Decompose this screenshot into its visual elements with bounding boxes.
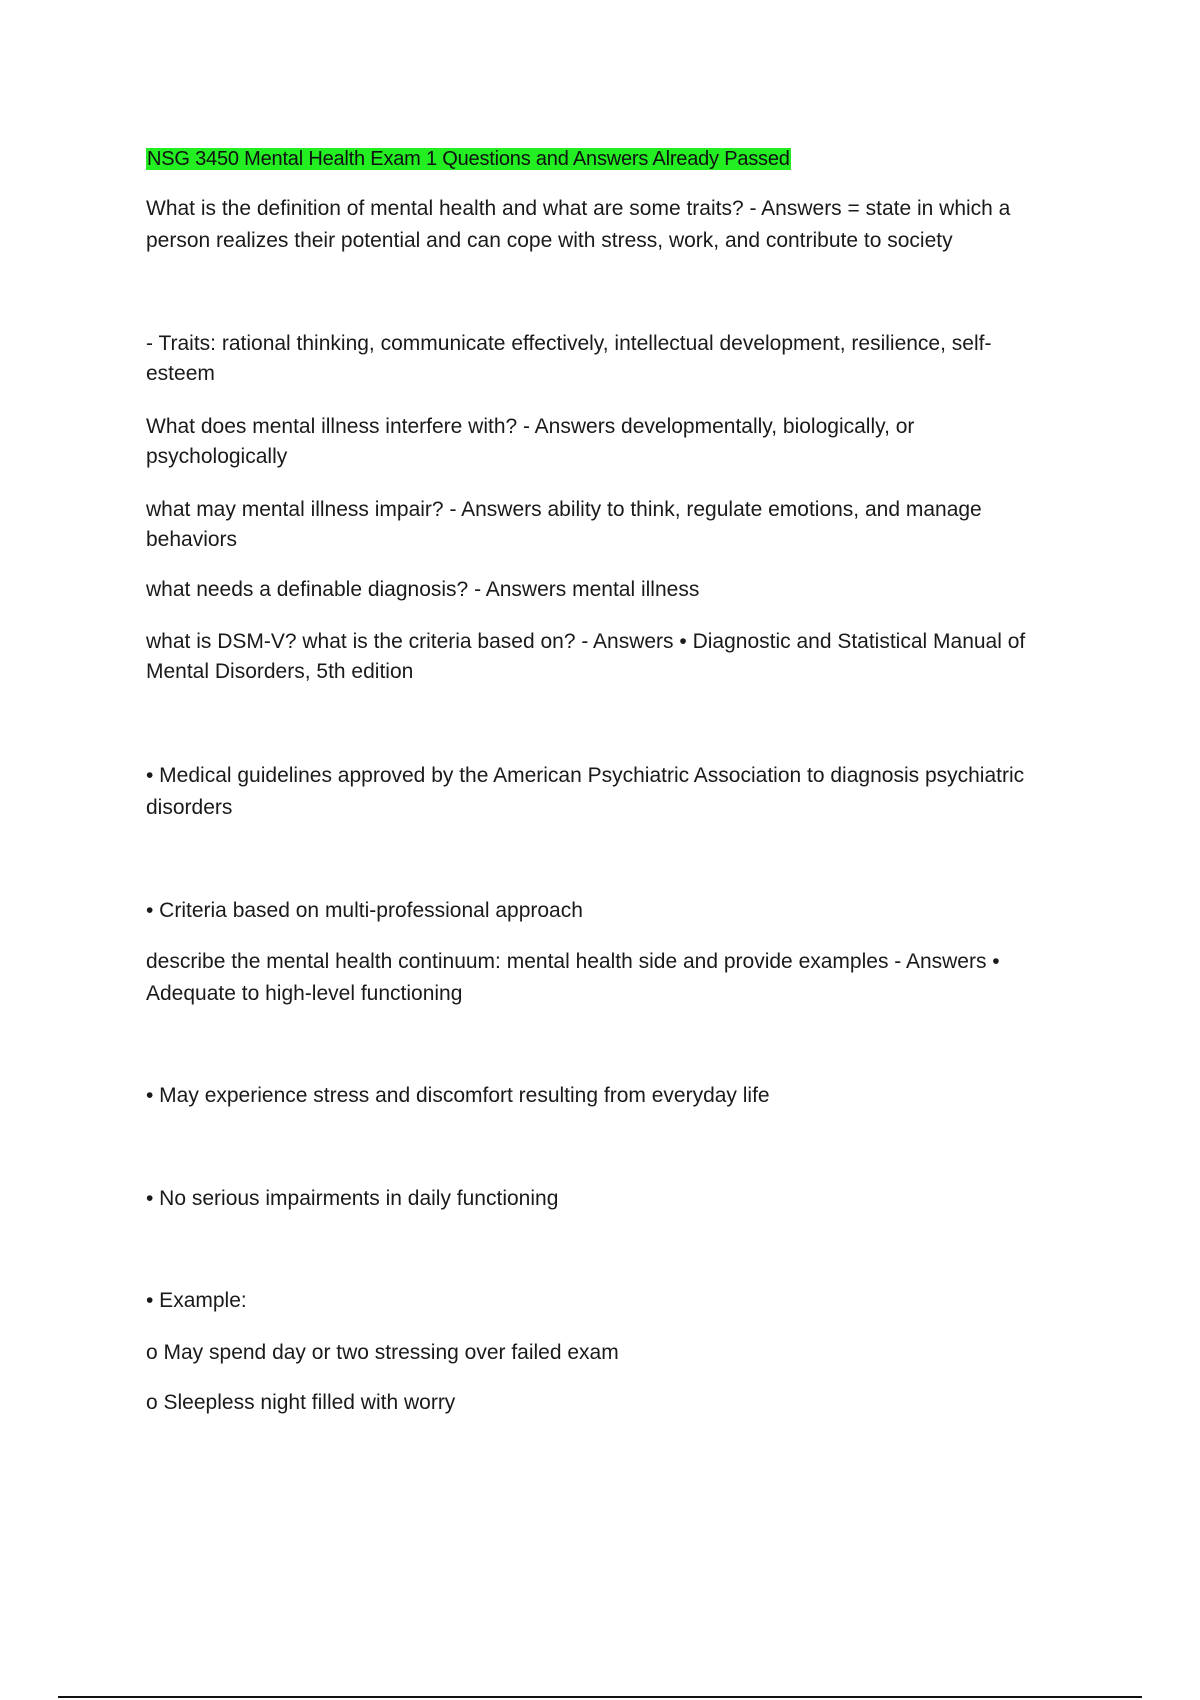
text-line: person realizes their potential and can cope with stress, work, and contribute to society <box>146 229 953 252</box>
text-line: • No serious impairments in daily functioning <box>146 1187 559 1210</box>
text-line: • Criteria based on multi-professional approach <box>146 899 583 922</box>
text-line: what needs a definable diagnosis? - Answers mental illness <box>146 578 700 601</box>
text-line: Mental Disorders, 5th edition <box>146 660 414 683</box>
text-line: • May experience stress and discomfort resulting from everyday life <box>146 1084 770 1107</box>
text-line: • Example: <box>146 1289 247 1312</box>
text-line: o Sleepless night filled with worry <box>146 1391 456 1414</box>
text-line: describe the mental health continuum: mental health side and provide examples - Answers • <box>146 950 1000 973</box>
text-line: - Traits: rational thinking, communicate effectively, intellectual development, resilience, self- <box>146 332 992 355</box>
footer-divider <box>58 1696 1142 1698</box>
text-line: What does mental illness interfere with? - Answers developmentally, biologically, or <box>146 415 915 438</box>
text-line: disorders <box>146 796 233 819</box>
text-line: what is DSM-V? what is the criteria based on? - Answers • Diagnostic and Statistical Manual of <box>146 630 1026 653</box>
text-line: what may mental illness impair? - Answers ability to think, regulate emotions, and manage <box>146 498 982 521</box>
text-line: What is the definition of mental health and what are some traits? - Answers = state in which a <box>146 197 1011 220</box>
text-line: • Medical guidelines approved by the American Psychiatric Association to diagnosis psychiatric <box>146 764 1025 787</box>
text-line: esteem <box>146 362 215 385</box>
text-line: o May spend day or two stressing over failed exam <box>146 1341 619 1364</box>
text-line: psychologically <box>146 445 288 468</box>
document-title: NSG 3450 Mental Health Exam 1 Questions and Answers Already Passed <box>147 148 790 170</box>
document-title-line <box>146 143 1096 175</box>
text-line: Adequate to high-level functioning <box>146 982 463 1005</box>
text-line: behaviors <box>146 528 238 551</box>
